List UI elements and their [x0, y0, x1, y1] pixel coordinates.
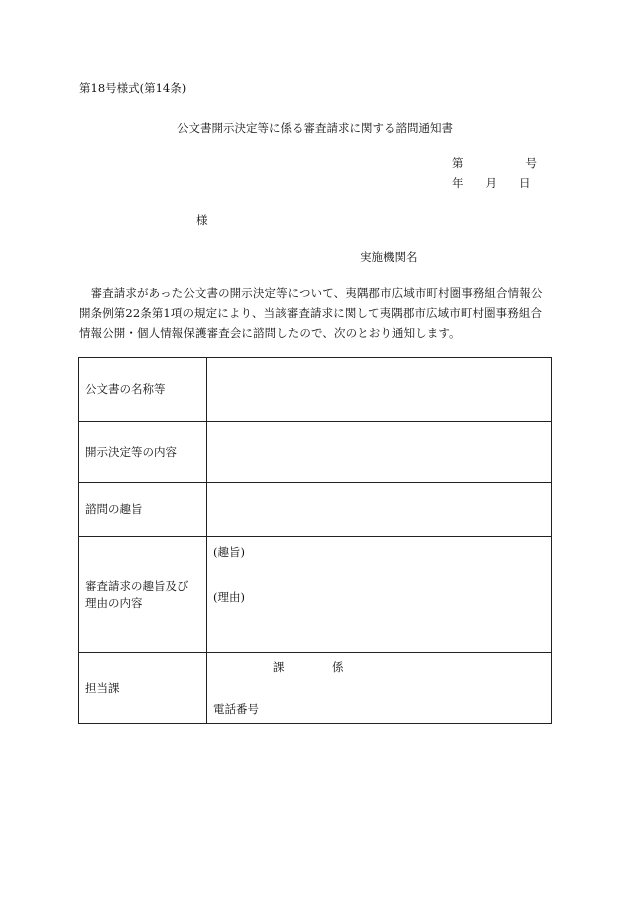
unit-label: 係	[332, 660, 344, 674]
table-row	[79, 483, 552, 537]
reason-label: (理由)	[213, 590, 245, 604]
date-year-label: 年	[452, 176, 464, 190]
body-line: 審査請求があった公文書の開示決定等について、夷隅郡市広域市町村圏事務組合情報公	[79, 286, 543, 300]
body-line: 開条例第22条第1項の規定により、当該審査請求に関して夷隅郡市広域市町村圏事務組合	[79, 306, 543, 320]
request-gist-reason-field[interactable]	[207, 537, 552, 653]
consultation-purpose-field[interactable]	[207, 483, 552, 537]
row-label-request-gist-reason: 審査請求の趣旨及び 理由の内容	[79, 537, 207, 653]
document-title: 公文書開示決定等に係る審査請求に関する諮問通知書	[177, 121, 453, 135]
agency-label: 実施機関名	[360, 250, 418, 264]
form-number: 第18号様式(第14条)	[79, 81, 187, 95]
responsible-section-field[interactable]	[207, 653, 552, 724]
table-row	[79, 653, 552, 724]
section-label: 課	[273, 660, 285, 674]
addressee-suffix: 様	[196, 213, 208, 227]
document-name-field[interactable]	[207, 358, 552, 422]
table-row	[79, 358, 552, 422]
row-label-consultation-purpose: 諮問の趣旨	[79, 483, 207, 537]
row-label-decision-content: 開示決定等の内容	[79, 422, 207, 483]
table-row	[79, 422, 552, 483]
notice-table	[78, 357, 552, 724]
body-line: 情報公開・個人情報保護審査会に諮問したので、次のとおり通知します。	[79, 326, 461, 340]
document-number-line	[452, 155, 537, 171]
phone-number-label: 電話番号	[213, 702, 259, 716]
row-label-responsible-section: 担当課	[79, 653, 207, 724]
date-line	[452, 175, 531, 191]
date-day-label: 日	[519, 176, 531, 190]
row-label-document-name: 公文書の名称等	[79, 358, 207, 422]
table-row	[79, 537, 552, 653]
decision-content-field[interactable]	[207, 422, 552, 483]
gist-label: (趣旨)	[213, 545, 245, 559]
date-month-label: 月	[485, 176, 497, 190]
notice-body	[79, 283, 551, 343]
number-suffix: 号	[525, 156, 537, 170]
number-prefix: 第	[452, 156, 464, 170]
